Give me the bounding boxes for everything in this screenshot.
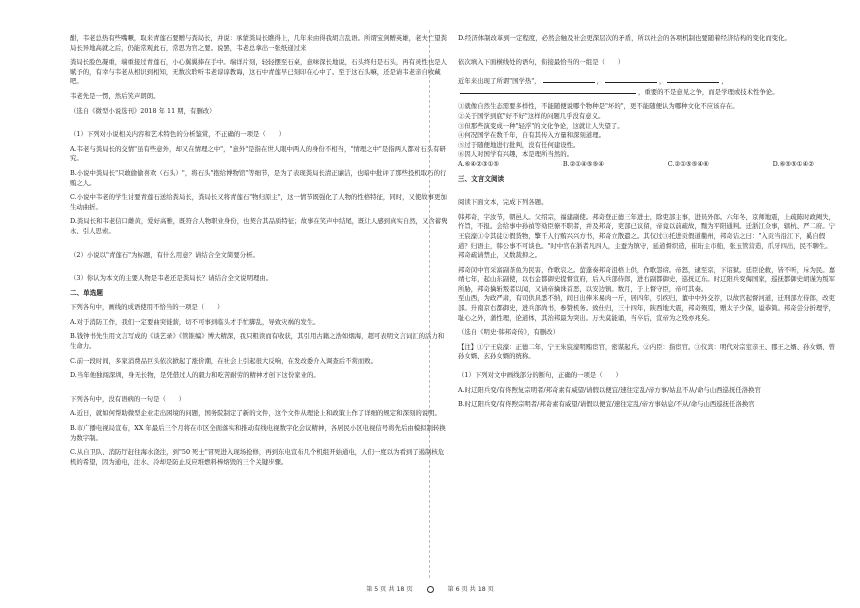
right-column [458, 34, 836, 410]
question-1-stem: （1）下列对小说相关内容和艺术特色的分析鉴赏，不正确的一项是（ ） [70, 130, 285, 139]
story-paragraph: 粪局长脸色凝重，端重接过青莲石，小心翼翼捧在手中。端详片刻，轻轻摆至石桌，意味深长地说，石头终归是石头，再有灵性也是人赋予的，有幸与韦老从相识到相知，无数次聆听韦老谆谆教诲，这石中青莲早已刻印在心中了。至于这石头嘛，还是请韦老亲自收藏吧。 [70, 58, 448, 86]
question-6-option-d: D.⑥⑤⑤①④② [772, 159, 814, 168]
question-5-option-c: C.从自卫队、消防厅赶往海水浇注，到"50 死士"冒死进入现场抢修，再到东电宣布几个机组开始通电，人们一度以为看到了遏制核危机的希望，因为通电，注水、冷却是防止反应堆燃料棒熔毁的三个关键步骤。 [70, 448, 445, 466]
question-1-option-b: B.小说中粪局长"只敢偷偷喜欢（石头）"，将石头"抱给博物馆"等细节，是为了表现粪局长清正廉洁，也暗中批评了那些投机取巧的行贿之人。 [70, 168, 447, 187]
answer-blank [460, 87, 636, 94]
question-7-stem: （1）下列对文中画线部分的断句，正确的一项是（ ） [458, 371, 622, 380]
question-7-option-b: B.时辽阳兵变/有佟煦宗明者/邦奇素有威望/请假以便宜/速往定乱/帝方事姑息/不从/命与山西巡抚任洛换官 [458, 400, 755, 409]
question-6-sentence: ⑥因人对国学有兴趣，本是理所当然的。 [458, 150, 574, 159]
left-page-number: 第 5 页 共 18 页 [366, 586, 413, 593]
question-4-option-c: C.前一段时间，多家消费品巨头依次掀起了涨价潮，在社会上引起很大反响，在发改委介入调查后不赏而败。 [70, 356, 378, 365]
question-5-stem: 下列各句中，没有语病的一句是（ ） [70, 394, 186, 403]
question-1-option-d: D.粪局长和韦老信口雌黄，爱好高雅，既符合人物职业身份，也契合其品质特征；故事在笑声中结尾，既让人感到真实自然，又含蓄隽永、引人思索。 [70, 217, 448, 235]
question-3: （3）你认为本文的主要人物是韦老还是粪局长？请结合全文说明理由。 [70, 274, 273, 283]
passage-paragraph: 邦奇闵中官采富副茶鱼为民害，作歌哀之。萤蓬奏邦奇沮格上供，作歌怨谤。帝怒，逮至京，下诏狱。廷臣论救，皆不听，斥为民。嘉靖七年，起山东副使，以右金都御史提督宣府，后入兵部侍郎，进右副都御史，巡抚辽东。时辽阳兵变侮国家，巡抚都御史胡谨为叛军所胁，邦奇擒斩叛者以闻，又请帝擒诛首恶，以安边镇。数月，于上督守臣，帝可其奏。 [458, 265, 836, 293]
question-5-option-d: D.经济体制改革到一定程度，必然会触及社会更深层次的矛盾，所以社会的各项机制也要随着经济结构的变化而变化。 [458, 34, 791, 42]
reading-intro: 阅读下面文本，完成下列各题。 [458, 198, 548, 207]
question-6-sentence: ⑤过于随便地进行批判，没有任何建设性。 [458, 140, 580, 149]
right-page-number: 第 6 页 共 18 页 [447, 586, 494, 593]
question-6-option-b: B.②①④⑤⑤④ [562, 159, 604, 168]
question-6-sentence: ③但那些演变成一种"轻浮"的文化争论，这就让人失望了。 [458, 121, 624, 130]
question-6-sentence: ④何况国学在数千年，自有其传入方量和深刻道理。 [458, 131, 605, 140]
question-6-sentence: ②关于国学到底"好不好"这样的问题几乎没有意义。 [458, 111, 605, 120]
question-1-option-c: C.小说中韦老的学生讨要青莲石送给粪局长，粪局长又将青莲石"物归原主"，这一情节既强化了人物的性格特征，同时，又使故事更加生动曲折。 [70, 193, 447, 211]
passage-source: （选自《明史·韩邦奇传》，有删改） [458, 328, 560, 337]
story-paragraph: 韦老先是一愣，然后笑声朗朗。 [70, 91, 160, 100]
question-2: （2）小说以"青莲石"为标题，有什么用意？请结合全文简要分析。 [70, 250, 259, 259]
story-source: （选自《微型小说选刊》2018 年 11 期，有删改） [70, 106, 216, 115]
question-1-option-a: A.韦老与粪局长的交情"虽有些意外，却又在情理之中"，"意外"是指在世人眼中两人的身份不相当，"情理之中"是指两人都对石头有研究。 [70, 144, 446, 163]
answer-blank [543, 76, 595, 83]
story-paragraph: 酣，韦老总热有些嘴噘，取来青莲石要赠与粪局长，并说：承蒙粪局长瞧得上，几年来由得我胡言乱语。所谓宝剑赠英雄，老夫亡望粪局长异地高就之后，仍能常观此石，常思为官之要。说罢，韦老总拿出一张纸递过来 [70, 34, 448, 52]
question-6-continuation: ，重要的不是意见之争，而是学理或技术性争论。 [638, 87, 779, 96]
answer-blank [667, 76, 719, 83]
passage-paragraph: 韩邦奇，字汝节，朝邑人。父绍宗，福建副使。邦奇登正德三年进士，除吏部主事，进员外郎。六年冬，京师地震，上疏陈时政阙失，忤旨，不报。会给事中孙禎等劾臣僚不职者，并及邦奇，吏部已议留，帝竟以前疏故，黜为平阳通判。迁浙江佥事，辖杭、严二府。宁王宸濠①令其徒②假货物，擎千人行贿兴兴方书，邦奇立散遣之。其仅过③托进贡假道衢州，邦奇诘之曰："入贡当沿江下，奚自假道？归语主，韩公事不可谈也。"时中官在浙者凡四人，主蚕为镇守，延道督织造，崔珩主市舶，张玉管营造，爪牙四出，民不聊生。邦奇疏请禁止，又数裁抑之。 [458, 212, 836, 260]
question-6-passage: 近年来出现了所谓"国学热"， ， ， ，，重要的不是意见之争，而是学理或技术性争论。 [458, 77, 779, 96]
question-5-option-a: A.近日，就如何帮助微型企业走出困境的问题，国务院制定了新的文件，这个文件从理论上和政策上作了详细的规定和深刻的说明。 [70, 409, 441, 418]
answer-blank [605, 76, 657, 83]
question-4-option-a: A.对于消防工作，我们一定要曲突徙薪，切不可事到临头才手忙脚乱，导致灾祸的发生。 [70, 317, 320, 326]
question-6-options [458, 160, 836, 170]
section-heading-single-choice: 二、单选题 [70, 288, 103, 297]
section-heading-classical-chinese: 三、文言文阅读 [458, 174, 505, 183]
passage-notes: 【注】①宁王宸濠：正德二年，宁王朱宸濠明贿宦官，密谋起兵。②内臣：指宦官。③仪宾：明代对宗室亲王、郡王之婿、孙女婿、曾孙女婿、玄孙女婿的统称。 [458, 342, 836, 361]
question-6-option-a: A.⑥④②③①⑤ [458, 159, 500, 168]
question-6-sentence: ①就像自然生态需要多样性，不能随便说哪个物种是"坏的"，更不能随便认为哪种文化不应该存在。 [458, 102, 739, 111]
question-4-option-b: B.钱钟书先生用文言写成的《谈艺录》《管锥编》博大精深，我只粗读而有收获，其引用古籍之浩如烟海，超可表明文言词汇的活力和生命力。 [70, 332, 445, 351]
question-4-stem: 下列各句中，画线的成语使用不恰当的一项是（ ） [70, 303, 224, 312]
question-5-option-b: B.市广播电视局宣布，XX 年最后三个月将在市区全面落实和推动有线电视数字化会议精神，各居民小区电视信号将先后由模拟制转换为数字制。 [70, 424, 446, 442]
fold-mark-icon [427, 586, 434, 593]
question-6-lead: 近年来出现了所谓"国学热"， [458, 77, 541, 86]
question-6-option-c: C.②①⑤⑤④⑥ [667, 159, 709, 168]
question-7-option-a: A.时辽阳兵变/有佟煦复宗明者/邦奇素有威望/请假以便宜/速往定乱/帝方事/姑息不从/命与山西巡抚任洛换官 [458, 385, 761, 394]
page-footer [0, 584, 860, 593]
left-column [70, 34, 448, 467]
question-4-option-d: D.当年他独闯深圳，身无长物，是凭借过人的毅力和吃苦耐劳的精神才创下这份家业的。 [70, 371, 320, 380]
passage-paragraph: 至山西，为政严肃，有司供具悉不纳，间日出俸米易肉一斤，居四年，引疾归，董中中外交荐，以故官起督河道，迁刑部左侍郎，改吏部。升南京右都御史，进兵部尚书，参赞机务。致仕归，三十四年，陕西地大震，邦奇殒焉，赠太子少保，谥恭简。邦奇尝分折理学，耻心之外，蒲性理，论道体，其治邦最为突出。万夫莫能诵，当卒后，宣帝为之殁亦兆矣。 [458, 294, 836, 322]
question-6-stem: 依次填入下面横线处的语句，衔接最恰当的一组是（ ） [458, 57, 625, 66]
